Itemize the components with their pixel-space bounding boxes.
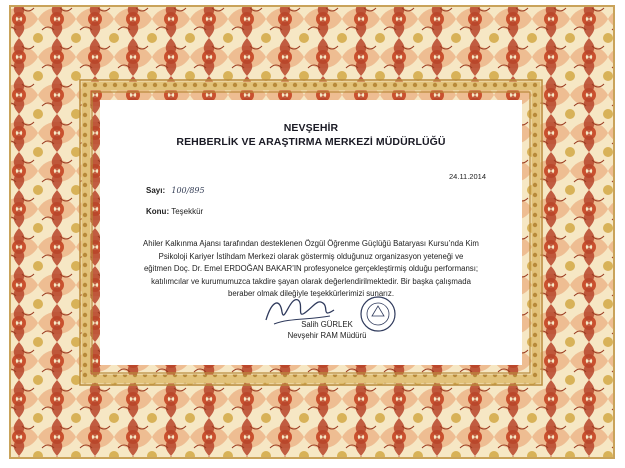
konu-value: Teşekkür (171, 207, 204, 216)
signer-title: Nevşehir RAM Müdürü (287, 331, 367, 340)
konu-label: Konu: (146, 207, 170, 216)
paragraph-line: Psikoloji Kariyer İstihdam Merkezi olarak göstermiş olduğunuz organizasyon yeteneği ve (158, 251, 464, 261)
paragraph-line: eğitmen Doç. Dr. Emel ERDOĞAN BAKAR’IN profesyonelce gerçekleştirmiş olduğu performansı; (143, 264, 479, 274)
signer-name: Salih GÜRLEK (301, 320, 353, 329)
letter-date: 24.11.2014 (449, 172, 486, 181)
paragraph-line: beraber olmak dileğiyle teşekkürlerimizi sunarız. (228, 289, 394, 299)
sayi-row (146, 186, 205, 195)
konu-row (146, 207, 203, 216)
sayi-value: 100/895 (171, 186, 205, 195)
sayi-label: Sayı: (146, 186, 166, 195)
paragraph-line: Ahiler Kalkınma Ajansı tarafından desteklenen Özgül Öğrenme Güçlüğü Bataryası Kursu’nda Kim (143, 239, 479, 248)
letter-body (100, 100, 522, 365)
paragraph-line: katılımcılar ve kurumumuzca takdire şayan olarak değerlendirilmektedir. Bir başka çalışmada (151, 276, 471, 286)
signature-block (250, 290, 410, 360)
org-title-line1: NEVŞEHİR (283, 122, 339, 134)
org-title-line2: REHBERLİK VE ARAŞTIRMA MERKEZİ MÜDÜRLÜĞÜ (176, 136, 446, 148)
